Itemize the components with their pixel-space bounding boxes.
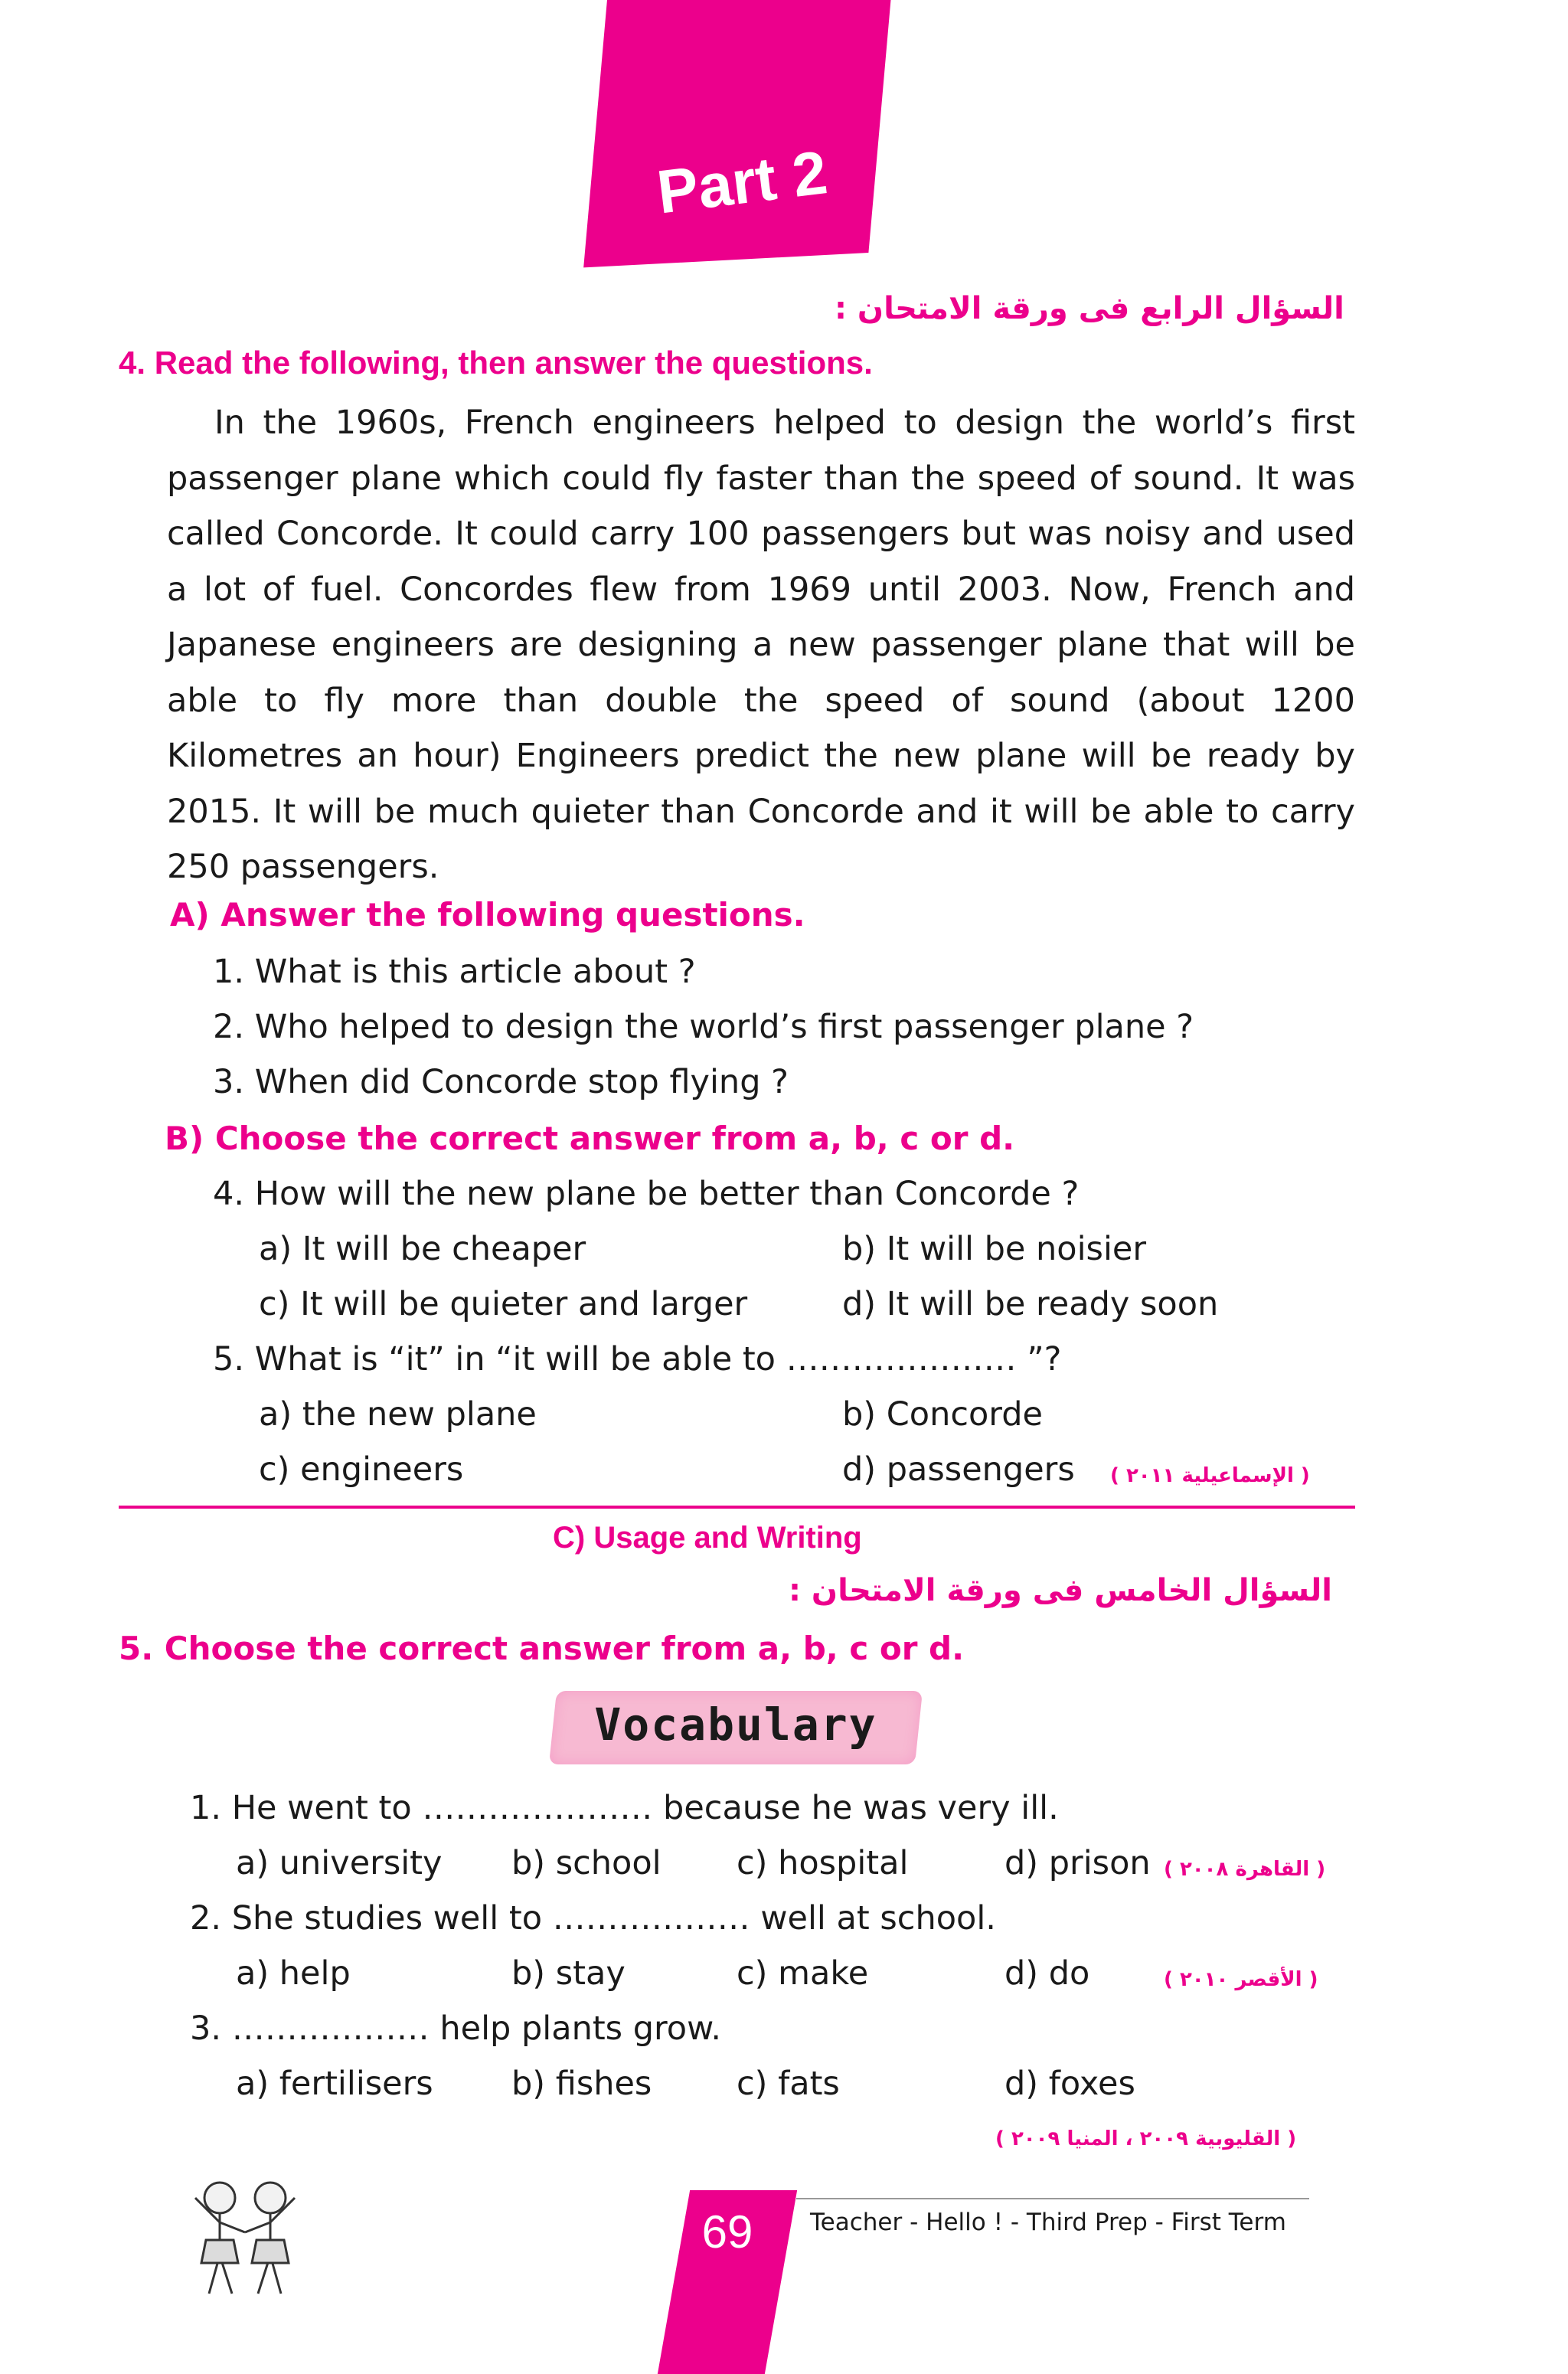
vocabulary-title: Vocabulary <box>594 1699 877 1751</box>
section-divider <box>119 1506 1355 1509</box>
q5-heading: 5. Choose the correct answer from a, b, c or d. <box>119 1630 965 1667</box>
q5-option-c: c) engineers <box>259 1450 464 1489</box>
vocab-2-option-b: b) stay <box>511 1954 626 1993</box>
q4-option-a: a) It will be cheaper <box>259 1230 586 1268</box>
q4-option-c: c) It will be quieter and larger <box>259 1285 748 1323</box>
question-4: 4. How will the new plane be better than Concorde ? <box>213 1175 1080 1213</box>
q5-option-d: d) passengers <box>842 1450 1075 1489</box>
q4-arabic-heading: السؤال الرابع فى ورقة الامتحان : <box>835 291 1344 326</box>
q5-option-b: b) Concorde <box>842 1395 1043 1434</box>
vocab-2-option-d: d) do <box>1004 1954 1090 1993</box>
vocab-question-3: 3. ……………… help plants grow. <box>190 2009 721 2048</box>
q4-passage: In the 1960s, French engineers helped to design the world’s first passenger plane which could fly faster than the speed of sound. It was called Concorde. It could carry 100 passengers but was noisy and used a lot of fuel. Concordes flew from 1969 until 2003. Now, French and Japanese engineers are designing a new passenger plane that will be able to fly more than double the speed of sound (about 1200 Kilometres an hour) Engineers predict the new plane will be ready by 2015. It will be much quieter than Concorde and it will be able to carry 250 passengers. <box>167 404 1355 886</box>
q4-option-b: b) It will be noisier <box>842 1230 1147 1268</box>
question-1: 1. What is this article about ? <box>213 953 696 991</box>
vocab-question-1: 1. He went to ………………… because he was very ill. <box>190 1789 1059 1827</box>
section-c-heading: C) Usage and Writing <box>553 1521 862 1555</box>
question-2: 2. Who helped to design the world’s first passenger plane ? <box>213 1008 1194 1046</box>
vocab-1-option-a: a) university <box>236 1844 443 1882</box>
vocab-2-option-c: c) make <box>737 1954 869 1993</box>
kids-mascot-icon <box>172 2167 318 2305</box>
q5-source: ( الإسماعيلية ٢٠١١ ) <box>1110 1464 1310 1487</box>
footer-rule <box>796 2198 1309 2199</box>
q5-option-a: a) the new plane <box>259 1395 537 1434</box>
book-title: Teacher - Hello ! - Third Prep - First Term <box>810 2209 1286 2236</box>
question-3: 3. When did Concorde stop flying ? <box>213 1063 789 1101</box>
part-title: Part 2 <box>653 138 831 227</box>
q4-heading: 4. Read the following, then answer the questions. <box>119 345 873 381</box>
vocab-3-source: ( القليوبية ٢٠٠٩ ، المنيا ٢٠٠٩ ) <box>995 2127 1297 2150</box>
vocab-1-option-d: d) prison <box>1004 1844 1151 1882</box>
q5-arabic-heading: السؤال الخامس فى ورقة الامتحان : <box>789 1573 1333 1608</box>
q4-option-d: d) It will be ready soon <box>842 1285 1219 1323</box>
vocab-question-2: 2. She studies well to ……………… well at school. <box>190 1899 996 1937</box>
vocab-3-option-b: b) fishes <box>511 2065 652 2103</box>
section-a-heading: A) Answer the following questions. <box>170 896 805 934</box>
question-5: 5. What is “it” in “it will be able to ………………… ”? <box>213 1340 1062 1378</box>
page-number: 69 <box>701 2206 753 2258</box>
section-b-heading: B) Choose the correct answer from a, b, c or d. <box>165 1120 1015 1157</box>
vocab-1-option-b: b) school <box>511 1844 662 1882</box>
vocab-1-source: ( القاهرة ٢٠٠٨ ) <box>1164 1858 1326 1881</box>
vocab-1-option-c: c) hospital <box>737 1844 909 1882</box>
vocab-2-option-a: a) help <box>236 1954 351 1993</box>
vocab-3-option-a: a) fertilisers <box>236 2065 433 2103</box>
vocab-2-source: ( الأقصر ٢٠١٠ ) <box>1164 1968 1318 1991</box>
vocab-3-option-c: c) fats <box>737 2065 840 2103</box>
vocab-3-option-d: d) foxes <box>1004 2065 1135 2103</box>
